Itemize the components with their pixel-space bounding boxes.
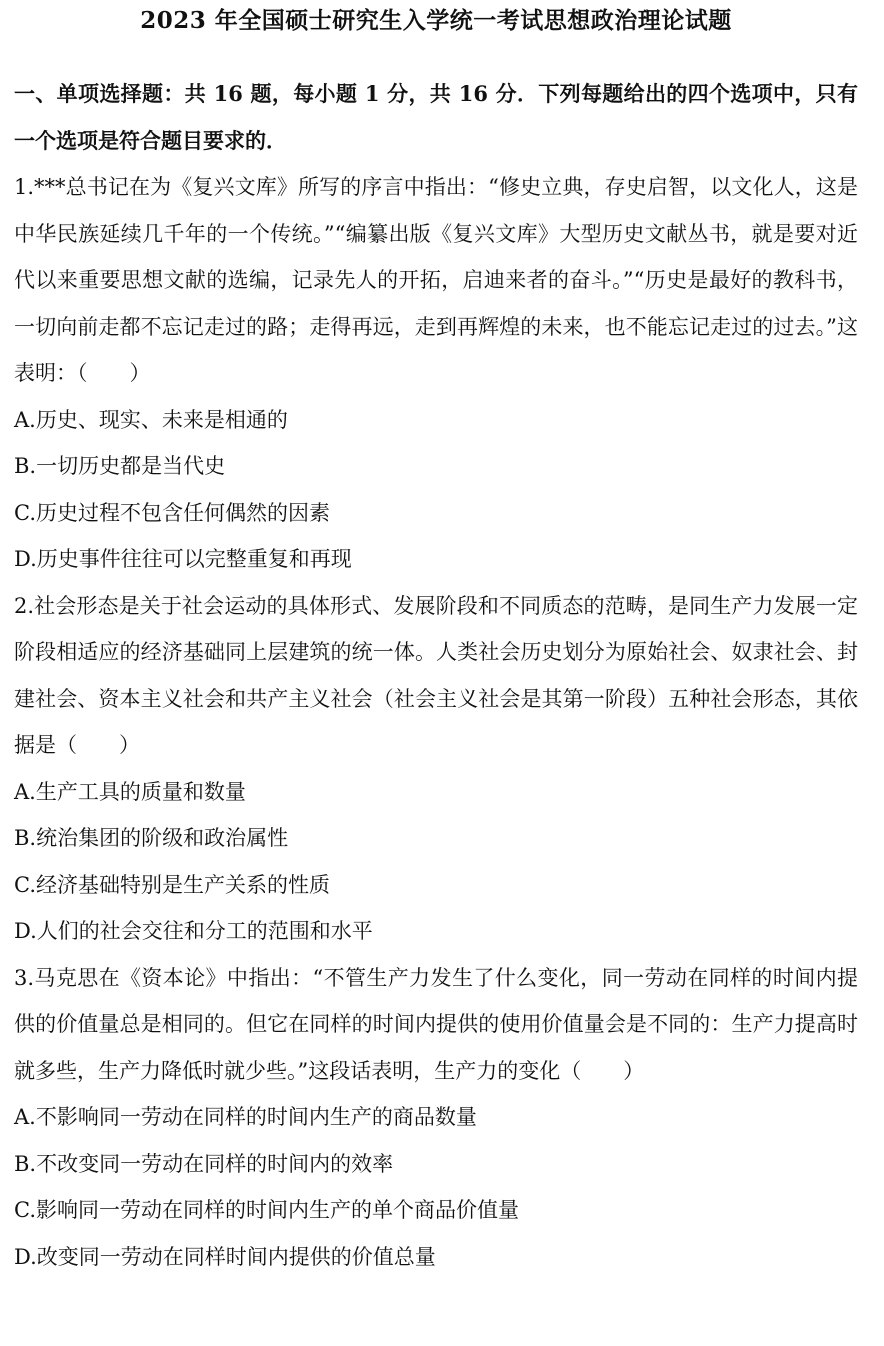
section-heading: 一、单项选择题：共 16 题，每小题 1 分，共 16 分．下列每题给出的四个选项中，只有一个选项是符合题目要求的． — [14, 81, 858, 153]
option-b: B.一切历史都是当代史 — [14, 454, 226, 478]
question-1 — [14, 164, 858, 583]
question-stem: 3.马克思在《资本论》中指出：“不管生产力发生了什么变化，同一劳动在同样的时间内提供的价值量总是相同的。但它在同样的时间内提供的使用价值量会是不同的：生产力提高时就多些，生产力降低时就少些。”这段话表明，生产力的变化（ ） — [14, 965, 858, 1083]
option-c: C.影响同一劳动在同样的时间内生产的单个商品价值量 — [14, 1198, 519, 1222]
option-c: C.经济基础特别是生产关系的性质 — [14, 872, 330, 897]
question-stem: 2.社会形态是关于社会运动的具体形式、发展阶段和不同质态的范畴，是同生产力发展一定阶段相适应的经济基础同上层建筑的统一体。人类社会历史划分为原始社会、奴隶社会、封建社会、资本主义社会和共产主义社会（社会主义社会是其第一阶段）五种社会形态，其依据是（ ） — [14, 593, 858, 757]
option-c: C.历史过程不包含任何偶然的因素 — [14, 500, 330, 525]
option-a: A.历史、现实、未来是相通的 — [14, 407, 288, 432]
option-list — [14, 769, 858, 955]
option-b: B.不改变同一劳动在同样的时间内的效率 — [14, 1151, 394, 1176]
option-d: D.人们的社会交往和分工的范围和水平 — [14, 919, 373, 943]
question-2 — [14, 583, 858, 955]
option-list — [14, 1094, 858, 1280]
question-3 — [14, 955, 858, 1281]
question-stem: 1.***总书记在为《复兴文库》所写的序言中指出：“修史立典，存史启智，以文化人，这是中华民族延续几千年的一个传统。”“编纂出版《复兴文库》大型历史文献丛书，就是要对近代以来重要思想文献的选编，记录先人的开拓，启迪来者的奋斗。”“历史是最好的教科书，一切向前走都不忘记走过的路；走得再远，走到再辉煌的未来，也不能忘记走过的过去。”这表明：（ ） — [14, 175, 858, 385]
option-d: D.历史事件往往可以完整重复和再现 — [14, 547, 352, 571]
option-d: D.改变同一劳动在同样时间内提供的价值总量 — [14, 1244, 436, 1269]
option-list — [14, 397, 858, 583]
option-a: A.生产工具的质量和数量 — [14, 779, 246, 804]
option-b: B.统治集团的阶级和政治属性 — [14, 826, 289, 850]
page-title: 2023 年全国硕士研究生入学统一考试思想政治理论试题 — [140, 7, 732, 34]
option-a: A.不影响同一劳动在同样的时间内生产的商品数量 — [14, 1105, 477, 1129]
